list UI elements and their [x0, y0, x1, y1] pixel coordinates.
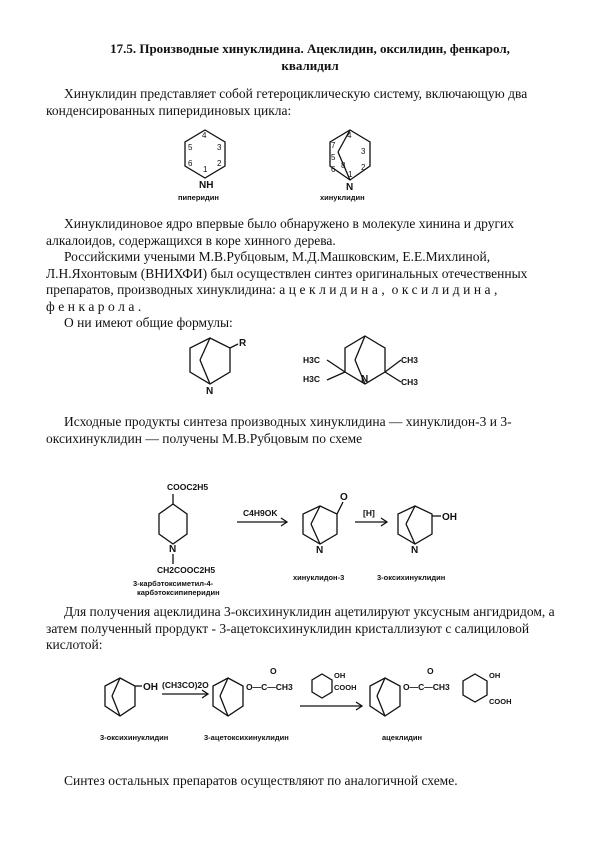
- paragraph-starting-products: Исходные продукты синтеза производных хинуклидина — хинуклидон-3 и 3-оксихинуклидин — получены М.В.Рубцовым по схеме: [46, 414, 512, 446]
- drug-names-part2: оксилидина, фенкарола.: [46, 282, 501, 314]
- start-n-atom: N: [169, 544, 177, 555]
- salicylic-oh-2: OH: [489, 671, 501, 680]
- general-n-atom-1: N: [206, 386, 214, 397]
- acetoxy-group: O—C—CH3: [246, 682, 293, 692]
- quin-n-atom: N: [346, 182, 354, 193]
- r-substituent: R: [239, 338, 247, 349]
- piperidine-structure: [178, 130, 225, 202]
- reagent-c4h9ok: C4H9OK: [243, 508, 278, 518]
- acetylation-arrow: [162, 680, 209, 698]
- arrow-step2: [355, 508, 387, 526]
- general-formula-methyl: [303, 336, 418, 387]
- start-compound: [133, 482, 220, 597]
- start-compound-label: 3-оксихинуклидин: [100, 733, 169, 742]
- salicylic-oh-1: OH: [334, 671, 346, 680]
- acetoxyquinuclidine: [204, 666, 293, 742]
- pip-num-1: 1: [203, 165, 208, 174]
- arrow-step1: [237, 508, 287, 526]
- ch2cooc2h5-group: CH2COOC2H5: [157, 565, 216, 575]
- pip-nh-atom: NH: [199, 180, 214, 191]
- quinuclidine-structure: [320, 130, 370, 202]
- general-n-atom-2: N: [361, 374, 369, 385]
- oxyquinuclidine-structure: [377, 506, 457, 582]
- oxyquinuclidine-start: [100, 678, 168, 742]
- quinuclidone-label: хинуклидон-3: [293, 573, 345, 582]
- paragraph-discovery: Хинуклидиновое ядро впервые было обнаружено в молекуле хинина и других алкалоидов, содержащихся в коре хинного дерева.: [46, 216, 515, 248]
- quin-num-4: 4: [347, 131, 352, 140]
- quinuclidine-label: хинуклидин: [320, 193, 365, 202]
- section-heading-line2: квалидил: [281, 58, 339, 73]
- quinuclidone-structure: [293, 492, 348, 582]
- salicylic-cooh-1: COOH: [334, 683, 357, 692]
- pip-num-6: 6: [188, 159, 193, 168]
- figure-general-formulas: [175, 330, 435, 400]
- carbonyl-o-1: O: [270, 666, 277, 676]
- reagent-h: [H]: [363, 508, 375, 518]
- start-label-line1: 3-карбэтоксиметил-4-: [133, 579, 214, 588]
- pip-num-3: 3: [217, 143, 222, 152]
- pip-num-2: 2: [217, 159, 222, 168]
- pip-num-5: 5: [188, 143, 193, 152]
- paragraph-conclusion: Синтез остальных препаратов осуществляют по аналогичной схеме.: [64, 773, 458, 788]
- section-heading: [60, 40, 560, 74]
- product-label: ацеклидин: [382, 733, 423, 742]
- carbonyl-o-2: O: [427, 666, 434, 676]
- hydroxyl-group: OH: [442, 512, 457, 523]
- quin-num-5: 5: [331, 153, 336, 162]
- section-heading-line1: 17.5. Производные хинуклидина. Ацеклидин, оксилидин, фенкарол,: [110, 41, 510, 56]
- quin-num-2: 2: [361, 163, 366, 172]
- h3c-top: H3C: [303, 355, 321, 365]
- quin-num-7: 7: [331, 141, 336, 150]
- paragraph-aceclidine: Для получения ацеклидина 3-оксихинуклидин ацетилируют уксусным ангидридом, а затем полученный прордукт - 3-ацетоксихинуклидин кристаллизуют с салициловой кислотой:: [46, 604, 555, 652]
- ch3-top: CH3: [401, 355, 419, 365]
- start-label-line2: карбэтоксипиперидин: [137, 588, 220, 597]
- quin-num-8: 8: [341, 161, 346, 170]
- figure-quinuclidone-synthesis: [115, 478, 485, 598]
- synthesis-text: Российскими учеными М.В.Рубцовым, М.Д.Машковским, Е.Е.Михлиной, Л.Н.Яхонтовым (ВНИХФИ) был осуществлен синтез оригинальных отечественных препаратов, производных хинуклидина:: [46, 249, 528, 297]
- ch3-bottom: CH3: [401, 377, 419, 387]
- salicylic-cooh-2: COOH: [489, 697, 512, 706]
- paragraph-synthesis: [46, 249, 556, 315]
- quinuclidone-n-atom: N: [316, 545, 324, 556]
- oxyquinuclidine-label: 3-оксихинуклидин: [377, 573, 446, 582]
- quin-num-3: 3: [361, 147, 366, 156]
- pip-num-4: 4: [202, 131, 207, 140]
- figure-aceclidine-synthesis: [100, 660, 540, 760]
- salicylic-acid-reagent: [300, 671, 362, 710]
- quin-num-6: 6: [331, 165, 336, 174]
- oxyquinuclidine-n-atom: N: [411, 545, 419, 556]
- piperidine-label: пиперидин: [178, 193, 219, 202]
- start-oh: OH: [143, 682, 158, 693]
- ketone-o: O: [340, 492, 348, 503]
- acetic-anhydride: (CH3CO)2O: [162, 680, 209, 690]
- intermediate-label: 3-ацетоксихинуклидин: [204, 733, 289, 742]
- product-acetoxy: O—C—CH3: [403, 682, 450, 692]
- quin-num-1: 1: [348, 170, 353, 179]
- paragraph-intro: Хинуклидин представляет собой гетероциклическую систему, включающую два конденсированных пиперидиновых цикла:: [46, 86, 528, 118]
- aceclidine-product: [370, 666, 512, 742]
- h3c-bottom: H3C: [303, 374, 321, 384]
- drug-names-part1: ацеклидина,: [279, 282, 389, 297]
- paragraph-general-formulas: О ни имеют общие формулы:: [64, 315, 233, 330]
- general-formula-r: [190, 338, 247, 397]
- figure-piperidine-quinuclidine: [160, 122, 420, 202]
- cooc2h5-group: COOC2H5: [167, 482, 209, 492]
